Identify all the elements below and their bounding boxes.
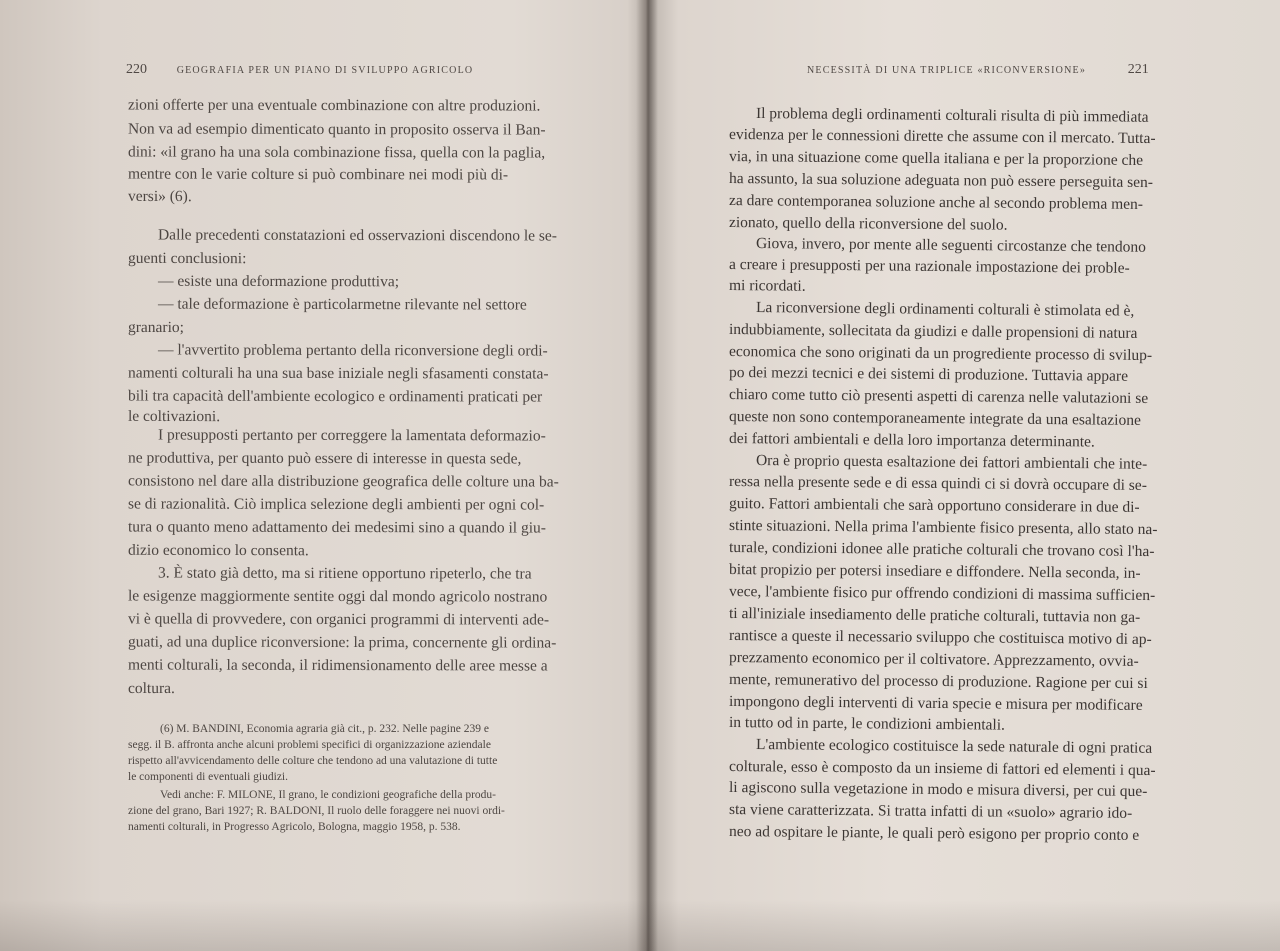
text-line: guenti conclusioni: [127,249,247,268]
text-line: zioni offerte per una eventuale combinazione con altre produzioni. [127,96,541,115]
right-running-head [807,62,1149,78]
text-line: Ora è proprio questa esaltazione dei fattori ambientali che inte- [755,452,1148,473]
text-line: vece, l'ambiente fisico pur offrendo condizioni di massima sufficien- [728,583,1156,605]
text-line: turale, condizioni idonee alle pratiche colturali che trovano così l'ha- [728,539,1155,561]
text-line: stinte situazioni. Nella prima l'ambiente fisico presenta, allo stato na- [728,517,1158,539]
text-line: ha assunto, la sua soluzione adeguata non può essere perseguita sen- [728,170,1154,192]
footnote-line: Vedi anche: F. MILONE, Il grano, le condizioni geografiche della produ- [160,789,496,801]
text-line: — l'avvertito problema pertanto della riconversione degli ordi- [157,341,548,360]
text-line: colturale, esso è composto da un insieme di fattori ed elementi i qua- [728,758,1156,780]
text-line: namenti colturali ha una sua base iniziale negli sfasamenti constata- [127,364,549,383]
text-line: tura o quanto meno adattamento dei medesimi sino a quando il giu- [127,518,547,537]
text-line: granario; [127,318,184,337]
footnote-line: (6) M. BANDINI, Economia agraria già cit., p. 232. Nelle pagine 239 e [160,723,489,735]
page-shadow [0,900,1280,951]
text-line: guito. Fattori ambientali che sarà opportuno considerare in due di- [728,495,1140,516]
text-line: impongono degli interventi di varia specie e misura per modificare [728,693,1143,714]
text-line: dizio economico lo consenta. [127,541,309,560]
text-line: za dare contemporanea soluzione anche al secondo problema men- [728,192,1144,213]
text-line: versi» (6). [127,187,192,206]
text-line: se di razionalità. Ciò implica selezione degli ambienti per ogni col- [127,495,545,514]
text-line: 3. È stato già detto, ma si ritiene opportuno ripeterlo, che tra [157,564,532,583]
text-line: po dei mezzi tecnici e dei sistemi di produzione. Tuttavia appare [728,364,1129,385]
left-running-title: GEOGRAFIA PER UN PIANO DI SVILUPPO AGRICOLO [176,65,474,76]
right-page [650,0,1280,951]
footnote-line: le componenti di eventuali giudizi. [128,771,289,783]
text-line: in tutto od in parte, le condizioni ambientali. [728,714,1005,734]
text-line: ti all'iniziale insediamento delle pratiche colturali, tuttavia non ga- [728,605,1141,626]
text-line: ressa nella presente sede e di essa quindi ci si dovrà occupare di se- [728,473,1147,495]
text-line: zionato, quello della riconversione del suolo. [728,214,1008,234]
text-line: guati, ad una duplice riconversione: la prima, concernente gli ordina- [127,633,557,652]
text-line: menti colturali, la seconda, il ridimensionamento delle aree messe a [127,656,548,675]
left-page-number: 220 [126,62,147,77]
text-line: — tale deformazione è particolarmetne rilevante nel settore [157,295,527,314]
footnote-line: namenti colturali, in Progresso Agricolo, Bologna, maggio 1958, p. 538. [128,821,461,833]
text-line: bili tra capacità dell'ambiente ecologico e ordinamenti praticati per [127,387,543,406]
text-line: Il problema degli ordinamenti colturali risulta di più immediata [755,105,1149,126]
text-line: Giova, invero, por mente alle seguenti circostanze che tendono [755,235,1147,256]
footnote-line: segg. il B. affronta anche alcuni problemi specifici di organizzazione aziendale [128,739,491,751]
text-line: dei fattori ambientali e della loro importanza determinante. [728,430,1095,451]
text-line: li agiscono sulla vegetazione in modo e misura diversi, per cui que- [728,779,1148,801]
text-line: via, in una situazione come quella italiana e per la proporzione che [728,148,1144,169]
text-line: vi è quella di provvedere, con organici programmi di interventi ade- [127,610,550,629]
text-line: ne produttiva, per quanto può essere di interesse in questa sede, [127,449,522,468]
text-line: L'ambiente ecologico costituisce la sede naturale di ogni pratica [755,736,1153,757]
text-line: — esiste una deformazione produttiva; [157,272,400,291]
text-line: indubbiamente, sollecitata da giudizi e dalle propensioni di natura [728,321,1138,342]
text-line: evidenza per le connessioni dirette che assume con il mercato. Tutta- [728,126,1156,148]
text-line: queste non sono contemporaneamente integrate da una esaltazione [728,408,1141,429]
text-line: mentre con le varie colture si può combinare nei modi più di- [127,165,509,184]
text-line: sta viene caratterizzata. Si tratta infatti di un «suolo» agrario ido- [728,801,1133,822]
text-line: consistono nel dare alla distribuzione geografica delle colture una ba- [127,472,559,491]
text-line: a creare i presupposti per una razionale impostazione dei proble- [728,256,1130,277]
text-line: bitat propizio per potersi insediare e diffondere. Nella seconda, in- [728,561,1141,582]
text-line: coltura. [127,679,175,698]
text-line: neo ad ospitare le piante, le quali però esigono per proprio conto e [728,823,1140,844]
text-line: La riconversione degli ordinamenti colturali è stimolata ed è, [755,299,1135,320]
text-line: le coltivazioni. [127,407,221,426]
text-line: mente, remunerativo del processo di produzione. Ragione per cui si [728,671,1148,693]
text-line: rantisce a queste il necessario sviluppo che costituisca motivo di ap- [728,627,1152,649]
text-line: Non va ad esempio dimenticato quanto in proposito osserva il Ban- [127,120,546,139]
text-line: mi ricordati. [728,277,806,295]
text-line: Dalle precedenti constatazioni ed osservazioni discendono le se- [157,226,558,245]
text-line: dini: «il grano ha una sola combinazione fissa, quella con la paglia, [127,143,546,162]
left-running-head [126,62,473,78]
book-gutter [636,0,658,951]
text-line: economica che sono originati da un progrediente processo di svilup- [728,343,1153,365]
footnote-line: rispetto all'avvicendamento delle colture che tendono ad una valutazione di tutte [128,755,498,767]
text-line: chiaro come tutto ciò presenti aspetti di carenza nelle valutazioni se [728,386,1149,408]
right-running-title: NECESSITÀ DI UNA TRIPLICE «RICONVERSIONE» [807,65,1087,76]
text-line: prezzamento economico per il coltivatore. Apprezzamento, ovvia- [728,649,1139,670]
text-line: I presupposti pertanto per correggere la lamentata deformazio- [157,426,546,445]
right-page-number: 221 [1127,62,1149,77]
text-line: le esigenze maggiormente sentite oggi dal mondo agricolo nostrano [127,587,548,606]
footnote-line: zione del grano, Bari 1927; R. BALDONI, Il ruolo delle foraggere nei nuovi ordi- [128,805,505,817]
